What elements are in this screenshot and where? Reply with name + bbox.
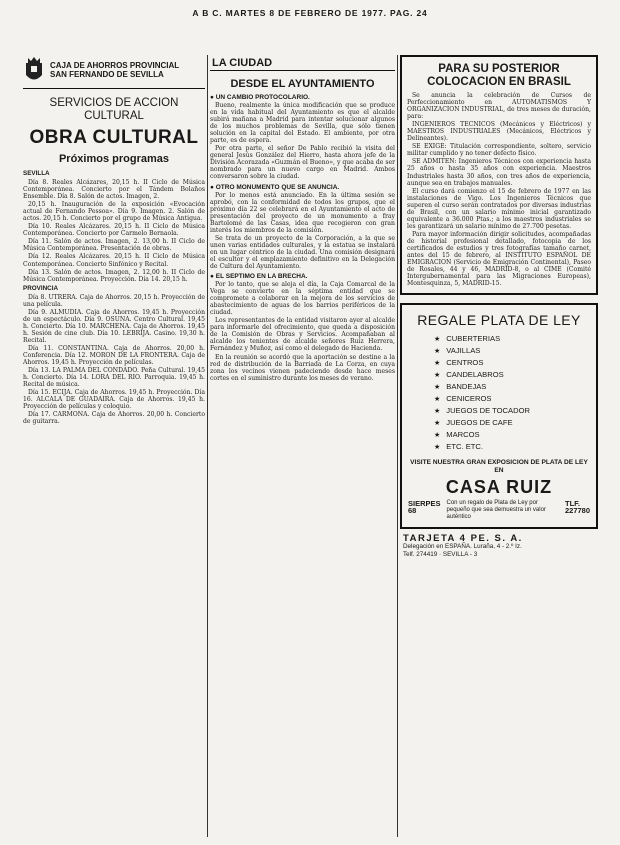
article-body bbox=[210, 281, 395, 382]
ad-plata-visit: VISITE NUESTRA GRAN EXPOSICION DE PLATA DE LEY EN bbox=[410, 459, 588, 475]
obra-cultural-heading: OBRA CULTURAL bbox=[29, 127, 199, 148]
list-item: ★ JUEGOS DE TOCADOR bbox=[434, 405, 590, 417]
listing-paragraph: Día 11. Salón de actos. Imagen, 2. 13,00 h. II Ciclo de Música Contemporánea. Presentación de obras. bbox=[23, 238, 205, 253]
list-item: ★ JUEGOS DE CAFE bbox=[434, 417, 590, 429]
listing-paragraph: Día 9. ALMUDIA. Caja de Ahorros. 19,45 h. Proyección de un espectáculo. Día 9. OSUNA. Centro Cultural. 19,45 h. Concierto. Día 10. MARCHENA. Caja de Ahorros. 19,45 h. Sesión de cine club. Día 10. LEBRIJA. Casino. 19,30 h. Recital. bbox=[23, 308, 205, 344]
column-left bbox=[23, 55, 205, 837]
ad-tarjeta-line1: Delegación en ESPAÑA. Luraña, 4 - 2.º Iz. bbox=[403, 543, 522, 551]
ad-paragraph: El curso dará comienzo el 15 de febrero de 1977 en las instalaciones de Vigo. Los Ingenieros Técnicos que superen el curso serán contratados por diversas industrias de Brasil, con un salario mínimo inicial garantizado equivalente a 36.000 Ptas.; a los maestros industriales se les garantizará un salario mínimo de 27.700 pesetas. bbox=[407, 187, 591, 230]
article-paragraph: Bueno, realmente la única modificación que se produce en la vida habitual del Ayuntamiento es que el alcalde subirá mañana a Madrid para intentar solucionar algunos de los muchos problemas de Sevilla, que sólo tienen solución en la capital del Estado. El ambiente, por otra parte, es de espera. bbox=[210, 102, 395, 145]
ad-tarjeta bbox=[400, 535, 598, 559]
list-item: ★ MARCOS bbox=[434, 429, 590, 441]
article-paragraph: Se trata de un proyecto de la Corporación, a la que se unen varias entidades culturales, y la estatua se instalará en un lugar céntrico de la ciudad. Una comisión designará el escultor y el emplazamiento definitivo en la Delegación de Cultura del Ayuntamiento. bbox=[210, 234, 395, 270]
column-middle bbox=[210, 55, 395, 837]
article-paragraph: Por lo tanto, que se aleja el día, la Caja Comarcal de la Vega se convierte en la séptima entidad que se compromete a colaborar en la mejora de los servicios de abastecimiento de aguas de los barrios periféricos de la ciudad. bbox=[210, 281, 395, 317]
article-subhead: ● OTRO MONUMENTO QUE SE ANUNCIA. bbox=[210, 184, 395, 191]
caja-name-line1: CAJA DE AHORROS PROVINCIAL bbox=[50, 61, 180, 70]
listing-paragraph: Día 8. UTRERA. Caja de Ahorros. 20,15 h. Proyección de una película. bbox=[23, 293, 205, 308]
page-header: A B C. MARTES 8 DE FEBRERO DE 1977. PAG. 24 bbox=[192, 8, 428, 18]
list-item: ★ CANDELABROS bbox=[434, 369, 590, 381]
column-divider bbox=[397, 55, 398, 837]
column-divider bbox=[207, 55, 208, 837]
ad-brasil-title bbox=[407, 63, 591, 89]
listing-paragraph: Día 8. Reales Alcázares, 20,15 h. II Ciclo de Música Contemporánea. Concierto por el Tándem Bolaños Ensemble. Día 8. Salón de actos. Imagen, 2. bbox=[23, 179, 205, 201]
listing-paragraph: Día 11. CONSTANTINA. Caja de Ahorros. 20,00 h. Conferencia. Día 12. MORON DE LA FRONTERA. Caja de Ahorros. 19,45 h. Proyección de películas. bbox=[23, 344, 205, 367]
article-paragraph: Por otra parte, el señor De Pablo recibió la visita del general Jesús González del Hierro, hasta ahora jefe de la División Acorazada «Guzmán el Bueno», y que acaba de ser nombrado para un nuevo cargo en Madrid. Ambos conversaron sobre la ciudad. bbox=[210, 145, 395, 181]
city-label-provincia: PROVINCIA bbox=[23, 284, 58, 292]
ad-tarjeta-line2: Telf. 274419 · SEVILLA - 3 bbox=[403, 551, 478, 559]
caja-masthead bbox=[23, 55, 205, 89]
shop-promo: Con un regalo de Plata de Ley por pequeño que sea demuestra un valor auténtico bbox=[446, 500, 546, 521]
listing-paragraph: Día 12. Reales Alcázares. 20,15 h. II Ciclo de Música Contemporánea. Concierto Sinfónico y Recital. bbox=[23, 253, 205, 268]
ad-plata-items bbox=[434, 333, 590, 453]
programs-heading: Próximos programas bbox=[58, 153, 170, 165]
article-subhead: ● UN CAMBIO PROTOCOLARIO. bbox=[210, 94, 395, 101]
coat-of-arms-icon bbox=[23, 55, 45, 85]
listing-paragraph: Día 17. CARMONA. Caja de Ahorros. 20,00 h. Concierto de guitarra. bbox=[23, 411, 205, 426]
article-body bbox=[210, 102, 395, 181]
ad-plata-title: REGALE PLATA DE LEY bbox=[417, 312, 581, 329]
provincia-listings bbox=[23, 294, 205, 426]
list-item: ★ CUBERTERIAS bbox=[434, 333, 590, 345]
ad-brasil-title-line1: PARA SU POSTERIOR bbox=[438, 63, 560, 75]
list-item: ★ CENICEROS bbox=[434, 393, 590, 405]
services-heading: SERVICIOS DE ACCION CULTURAL bbox=[49, 97, 179, 122]
ad-plata-shop-info bbox=[408, 500, 590, 521]
list-item: ★ VAJILLAS bbox=[434, 345, 590, 357]
shop-phone: TLF. 227780 bbox=[564, 499, 591, 516]
article-paragraph: En la reunión se acordó que la aportación se destine a la red de distribución de la Barriada de La Corza, en cuya zona los vecinos vienen padeciendo desde hace meses cortes en el suministro durante los meses de verano. bbox=[210, 353, 395, 382]
city-label-sevilla: SEVILLA bbox=[23, 170, 50, 177]
article-body bbox=[210, 192, 395, 271]
article-title: DESDE EL AYUNTAMIENTO bbox=[230, 78, 375, 90]
ad-paragraph: Para mayor información dirigir solicitudes, acompañadas de historial profesional detallado, fotocopia de los certificados de estudios y tres fotografías tamaño carnet, antes del 15 de febrero, al INSTITUTO ESPAÑOL DE EMIGRACION (Servicio de Emigración Continental), Paseo de Rosales, 44 y 46, MADRID-8, o al CIME (Comité Intergubernamental para las Migraciones Europeas), Montesquinza, 5, MADRID-15. bbox=[407, 230, 591, 288]
listing-paragraph: 20,15 h. Inauguración de la exposición «Evocación actual de Fernando Pessoa». Día 9. Imagen. 2. Salón de actos. 20,15 h. Concierto por el grupo de Música Antigua. bbox=[23, 201, 205, 223]
shop-address: SIERPES 68 bbox=[408, 499, 441, 516]
listing-paragraph: Día 13. LA PALMA DEL CONDADO. Peña Cultural. 19,45 h. Concierto. Día 14. LORA DEL RIO. Parroquia. 19,45 h. Recital de música. bbox=[23, 367, 205, 389]
ad-paragraph: SE ADMITEN: Ingenieros Técnicos con experiencia hasta 25 años o hasta 35 años con experiencia. Maestros Industriales hasta 30 años, con tres años de experiencia, aunque sea en trabajos manuales. bbox=[407, 158, 591, 187]
ad-plata-shop-name: CASA RUIZ bbox=[445, 477, 553, 498]
listing-paragraph: Día 15. ECIJA. Caja de Ahorros. 19,45 h. Proyección. Día 16. ALCALA DE GUADAIRA. Caja de Ahorros. 19,45 h. Proyección de películas y coloquio. bbox=[23, 389, 205, 411]
column-right bbox=[400, 55, 598, 837]
listing-paragraph: Día 13. Salón de actos. Imagen, 2. 12,00 h. II Ciclo de Música Contemporánea. Proyección. Día 14. 20,15 h. bbox=[23, 268, 205, 283]
article-paragraph: Los representantes de la entidad visitaron ayer al alcalde para informarle del ofrecimiento, que queda a disposición de la Comisión de Obras y Servicios. Acompañaban al alcalde los tenientes de alcalde señores Ruiz Herrera, Fernández y Muñoz, así como el delegado de Hacienda. bbox=[210, 317, 395, 353]
article-paragraph: Por lo menos está anunciado. En la última sesión se aprobó, con la conformidad de todos los grupos, que el próximo día 22 se celebrará en el Ayuntamiento el acto de presentación del proyecto de un monumento a fray Bartolomé de las Casas, idea que recogieron con gran interés los miembros de la comisión. bbox=[210, 191, 395, 234]
list-item: ★ CENTROS bbox=[434, 357, 590, 369]
list-item: ★ ETC. ETC. bbox=[434, 441, 590, 453]
ad-brasil-body bbox=[407, 92, 591, 287]
list-item: ★ BANDEJAS bbox=[434, 381, 590, 393]
ad-plata bbox=[400, 303, 598, 529]
article-subhead: ● EL SEPTIMO EN LA BRECHA. bbox=[210, 273, 395, 280]
ad-paragraph: INGENIEROS TECNICOS (Mecánicos y Eléctricos) y MAESTROS INDUSTRIALES (Mecánicos, Eléctricos y Delineantes). bbox=[407, 121, 591, 143]
section-title: LA CIUDAD bbox=[210, 55, 395, 71]
ad-brasil-title-line2: COLOCACION EN BRASIL bbox=[427, 76, 571, 88]
listing-paragraph: Día 10. Reales Alcázares. 20,15 h. II Ciclo de Música Contemporánea. Concierto por Carmelo Bernaola. bbox=[23, 223, 205, 238]
ad-brasil bbox=[400, 55, 598, 295]
ad-tarjeta-title: TARJETA 4 PE. S. A. bbox=[403, 533, 523, 545]
caja-name-line2: SAN FERNANDO DE SEVILLA bbox=[50, 70, 164, 79]
ad-paragraph: SE EXIGE: Titulación correspondiente, soltero, servicio militar cumplido y no tener defecto físico. bbox=[407, 143, 591, 158]
sevilla-listings bbox=[23, 179, 205, 283]
ad-paragraph: Se anuncia la celebración de Cursos de Perfeccionamiento en AUTOMATISMOS Y ORGANIZACION INDUSTRIAL, de tres meses de duración, para: bbox=[407, 92, 591, 121]
